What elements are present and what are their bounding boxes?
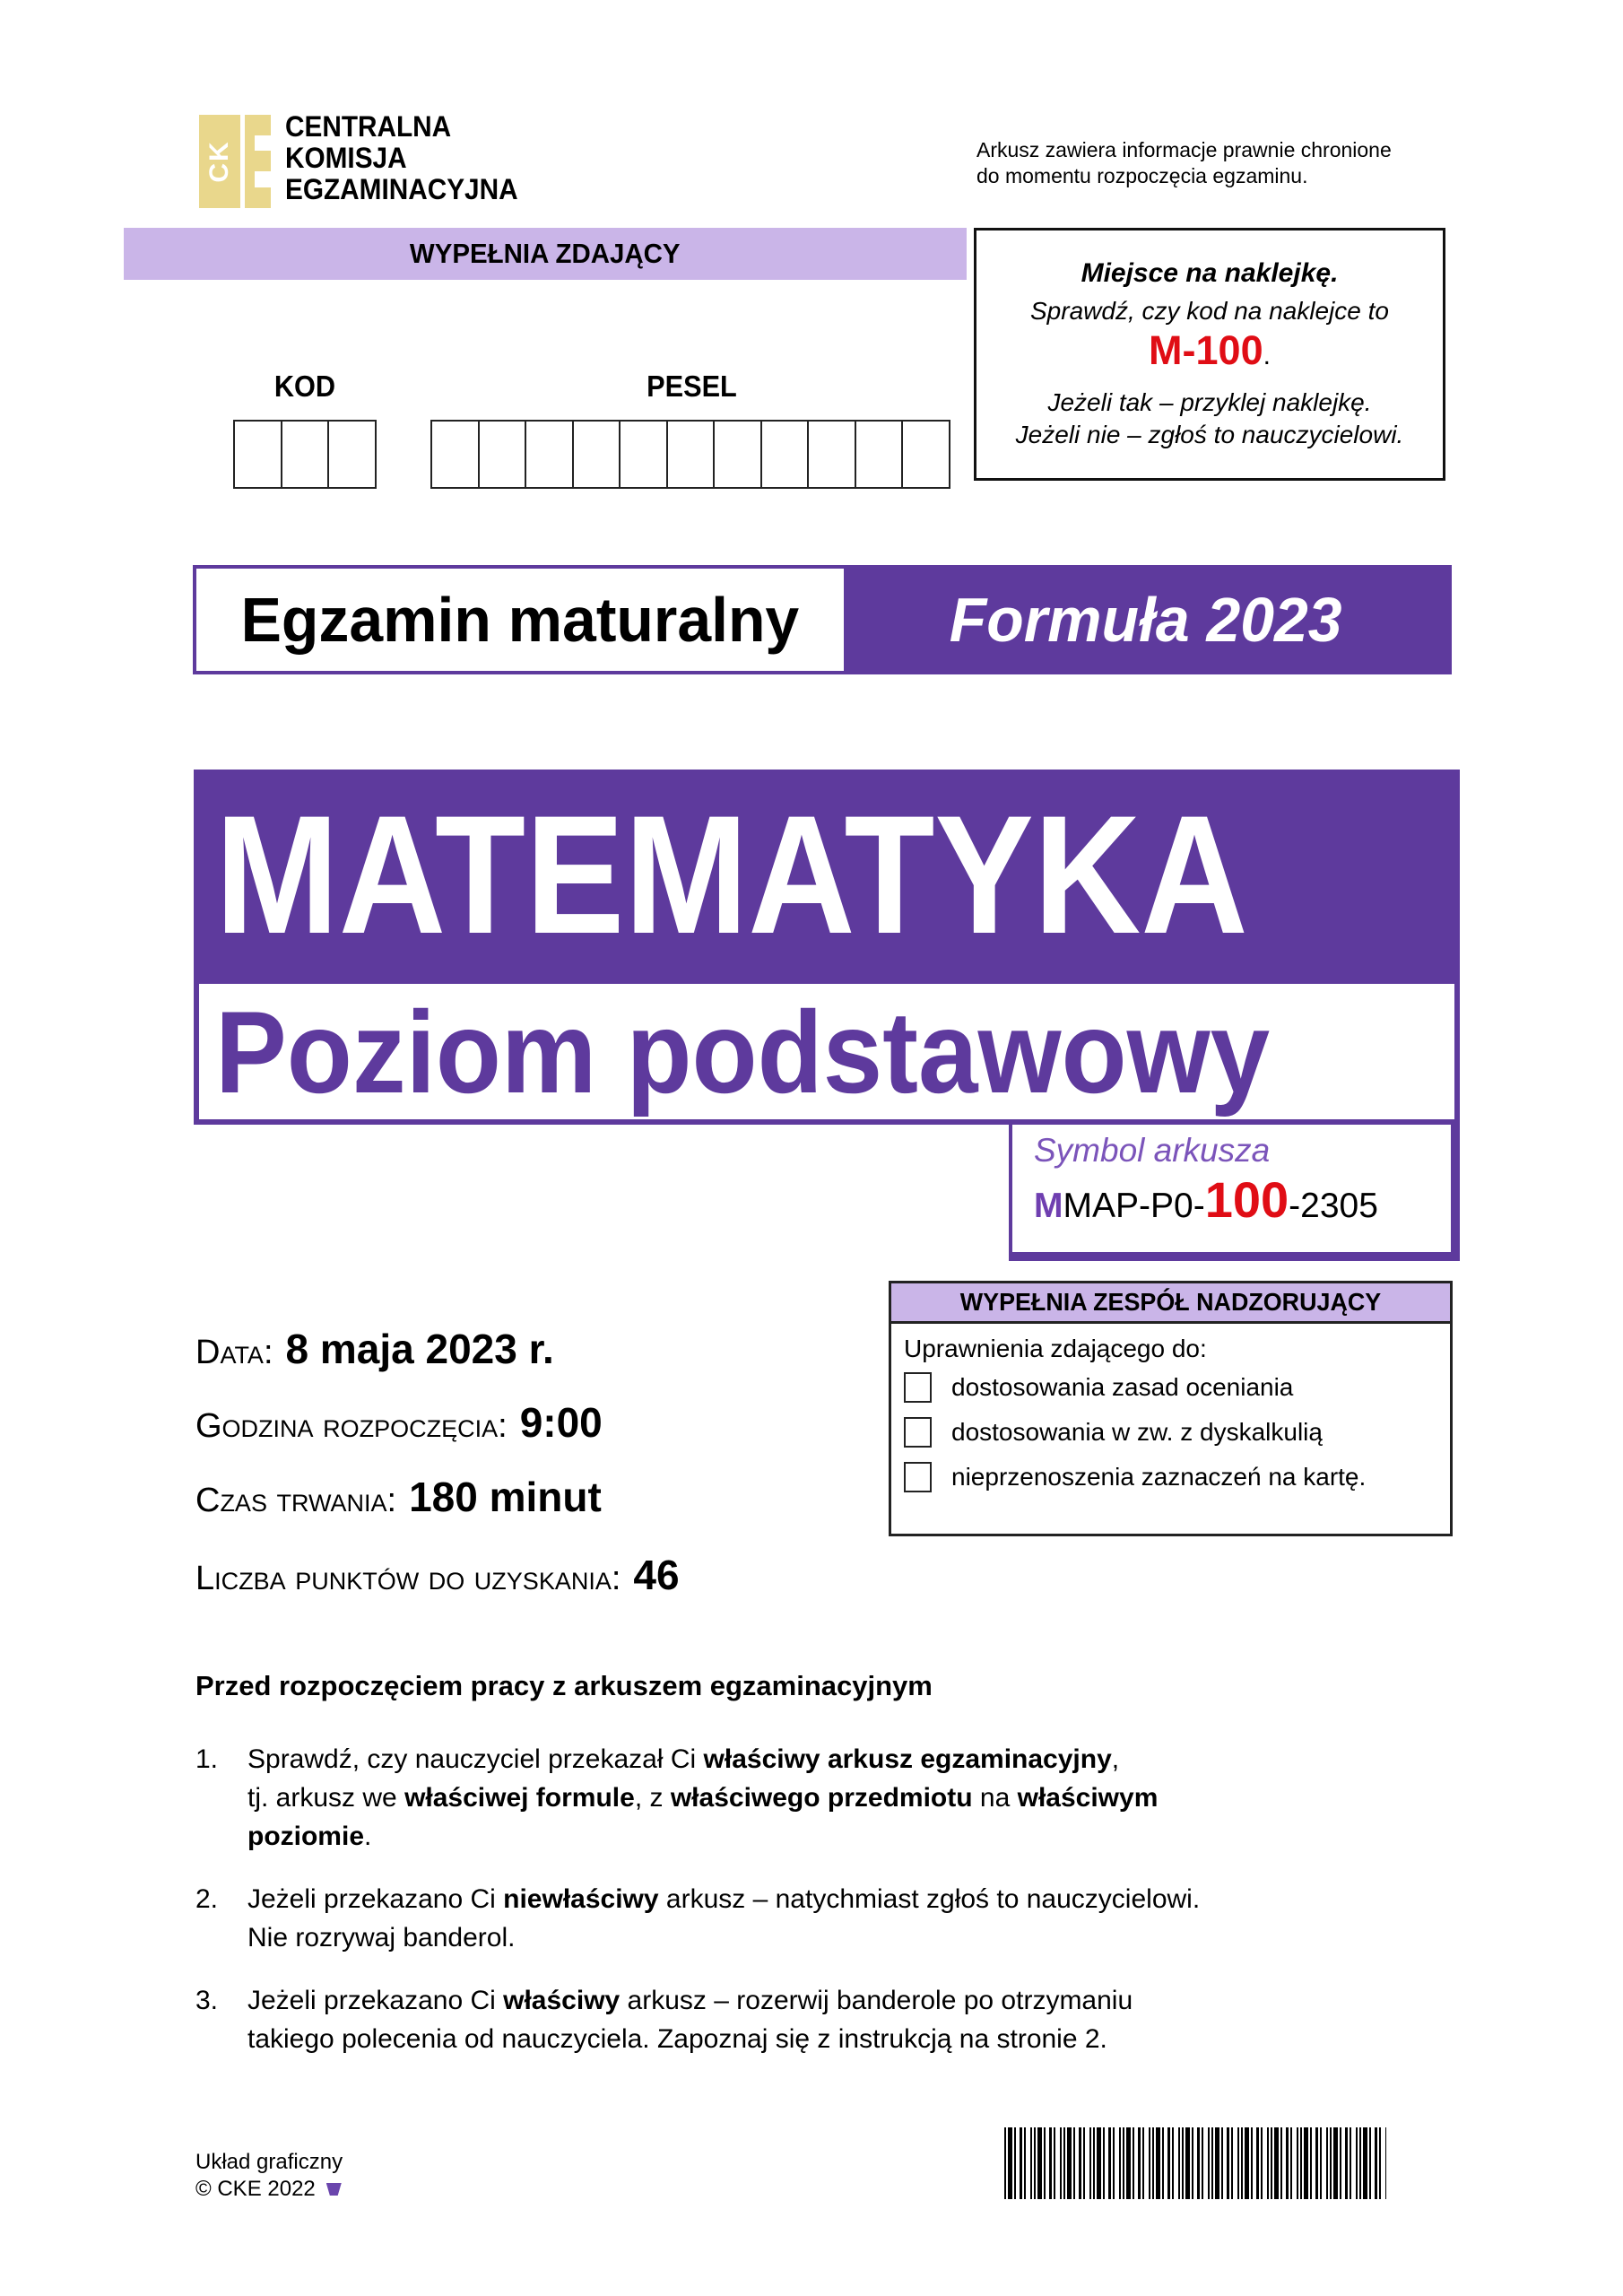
organization-name xyxy=(285,111,518,205)
exam-banner-right xyxy=(844,569,1448,671)
exam-detail-row-date xyxy=(195,1325,554,1373)
supervisor-box xyxy=(889,1281,1453,1536)
candidate-fill-bar xyxy=(124,228,967,280)
instruction-text: Sprawdź, czy nauczyciel przekazał Ci właściwy arkusz egzaminacyjny, tj. arkusz we właściwej formule, z właściwego przedmiotu na właściwym poziomie. xyxy=(247,1744,1159,1851)
detail-value: 8 maja 2023 r. xyxy=(285,1326,554,1372)
cke-logo-ck-text: CK xyxy=(204,140,234,183)
sheet-symbol-box xyxy=(1009,1125,1460,1261)
instruction-text: Jeżeli przekazano Ci niewłaściwy arkusz – natychmiast zgłoś to nauczycielowi. Nie rozrywaj banderol. xyxy=(247,1884,1201,1952)
footer xyxy=(195,2149,343,2203)
cke-footer-mark-icon xyxy=(326,2183,342,2196)
pesel-label: PESEL xyxy=(647,370,737,403)
instruction-number: 2. xyxy=(195,1884,219,1914)
exam-banner xyxy=(193,565,1452,674)
cke-logo-e xyxy=(245,115,271,208)
cke-logo-box xyxy=(199,115,240,208)
sheet-code-period: . xyxy=(1263,340,1271,370)
sticker-check-line: Sprawdź, czy kod na naklejce to xyxy=(1030,296,1389,325)
supervisor-option-row xyxy=(904,1417,1437,1448)
sticker-if-yes-line: Jeżeli tak – przyklej naklejkę. xyxy=(1047,387,1372,416)
supervisor-option-label: nieprzenoszenia zaznaczeń na kartę. xyxy=(951,1463,1367,1491)
digit-cell[interactable] xyxy=(327,420,377,489)
org-line: KOMISJA xyxy=(285,142,407,174)
supervisor-checkbox[interactable] xyxy=(904,1462,932,1492)
instructions-list xyxy=(195,1740,1462,2083)
candidate-fill-bar-title: WYPEŁNIA ZDAJĄCY xyxy=(410,238,681,269)
supervisor-option-row xyxy=(904,1372,1437,1403)
digit-cell[interactable] xyxy=(807,420,856,489)
pesel-input-cells xyxy=(430,420,950,489)
digit-cell[interactable] xyxy=(525,420,574,489)
instructions-heading: Przed rozpoczęciem pracy z arkuszem egzaminacyjnym xyxy=(195,1670,933,1701)
digit-cell[interactable] xyxy=(760,420,810,489)
sheet-symbol-code xyxy=(1034,1171,1451,1228)
digit-cell[interactable] xyxy=(855,420,904,489)
digit-cell[interactable] xyxy=(713,420,762,489)
digit-cell[interactable] xyxy=(572,420,621,489)
legal-line: Arkusz zawiera informacje prawnie chronione xyxy=(976,138,1392,161)
digit-cell[interactable] xyxy=(901,420,950,489)
supervisor-box-header xyxy=(891,1283,1450,1324)
sticker-box xyxy=(974,228,1445,481)
kod-label: KOD xyxy=(273,370,336,403)
level-title: Poziom podstawowy xyxy=(215,986,1271,1118)
instruction-item xyxy=(195,1740,1462,1856)
org-line: CENTRALNA xyxy=(285,110,452,143)
detail-value: 180 minut xyxy=(409,1474,602,1520)
symbol-code-number: 100 xyxy=(1204,1171,1289,1228)
subject-title: MATEMATYKA xyxy=(215,779,1248,969)
exam-detail-row-max-points xyxy=(195,1551,680,1599)
exam-banner-left xyxy=(196,569,844,671)
sticker-if-no-line: Jeżeli nie – zgłoś to nauczycielowi. xyxy=(1015,420,1404,448)
detail-value: 46 xyxy=(633,1552,680,1598)
symbol-mid: MAP-P0- xyxy=(1063,1187,1205,1225)
legal-notice xyxy=(976,137,1392,189)
supervisor-box-body xyxy=(891,1324,1450,1492)
detail-value: 9:00 xyxy=(519,1399,603,1446)
supervisor-option-row xyxy=(904,1462,1437,1492)
digit-cell[interactable] xyxy=(478,420,527,489)
detail-label: Godzina rozpoczęcia: xyxy=(195,1407,508,1445)
exam-formula-title: Formuła 2023 xyxy=(950,585,1342,655)
instruction-item xyxy=(195,1981,1462,2058)
instruction-text: Jeżeli przekazano Ci właściwy arkusz – rozerwij banderole po otrzymaniu takiego polecenia od nauczyciela. Zapoznaj się z instrukcją na stronie 2. xyxy=(247,1986,1133,2054)
instruction-number: 3. xyxy=(195,1986,219,2015)
symbol-suffix: -2305 xyxy=(1289,1187,1378,1225)
legal-line: do momentu rozpoczęcia egzaminu. xyxy=(976,164,1308,187)
supervisor-option-label: dostosowania zasad oceniania xyxy=(951,1373,1294,1401)
org-line: EGZAMINACYJNA xyxy=(285,173,518,205)
digit-cell[interactable] xyxy=(281,420,330,489)
barcode xyxy=(1004,2127,1386,2199)
cke-logo xyxy=(199,115,271,208)
digit-cell[interactable] xyxy=(430,420,480,489)
digit-cell[interactable] xyxy=(233,420,282,489)
symbol-prefix-highlight: M xyxy=(1034,1187,1063,1225)
detail-label: Data: xyxy=(195,1334,273,1371)
exam-detail-row-start-time xyxy=(195,1398,603,1447)
sticker-code-line xyxy=(1149,326,1271,382)
sticker-title: Miejsce na naklejkę. xyxy=(1081,257,1339,288)
supervisor-box-title: WYPEŁNIA ZESPÓŁ NADZORUJĄCY xyxy=(959,1288,1382,1316)
sheet-symbol-label: Symbol arkusza xyxy=(1034,1132,1271,1169)
footer-layout-line: Układ graficzny xyxy=(195,2150,343,2174)
instruction-item xyxy=(195,1880,1462,1957)
detail-label: Liczba punktów do uzyskania: xyxy=(195,1560,621,1597)
supervisor-intro: Uprawnienia zdającego do: xyxy=(904,1335,1207,1362)
exam-type-title: Egzamin maturalny xyxy=(240,585,800,655)
supervisor-checkbox[interactable] xyxy=(904,1417,932,1448)
footer-copyright-line: © CKE 2022 xyxy=(195,2177,316,2201)
supervisor-option-label: dostosowania w zw. z dyskalkulią xyxy=(951,1418,1323,1446)
kod-input-cells xyxy=(233,420,377,489)
supervisor-checkbox[interactable] xyxy=(904,1372,932,1403)
level-box xyxy=(194,978,1460,1125)
exam-detail-row-duration xyxy=(195,1473,602,1521)
subject-title-banner xyxy=(194,770,1460,978)
sheet-code: M-100 xyxy=(1149,326,1263,373)
digit-cell[interactable] xyxy=(619,420,668,489)
digit-cell[interactable] xyxy=(666,420,716,489)
detail-label: Czas trwania: xyxy=(195,1482,397,1519)
instruction-number: 1. xyxy=(195,1744,219,1774)
